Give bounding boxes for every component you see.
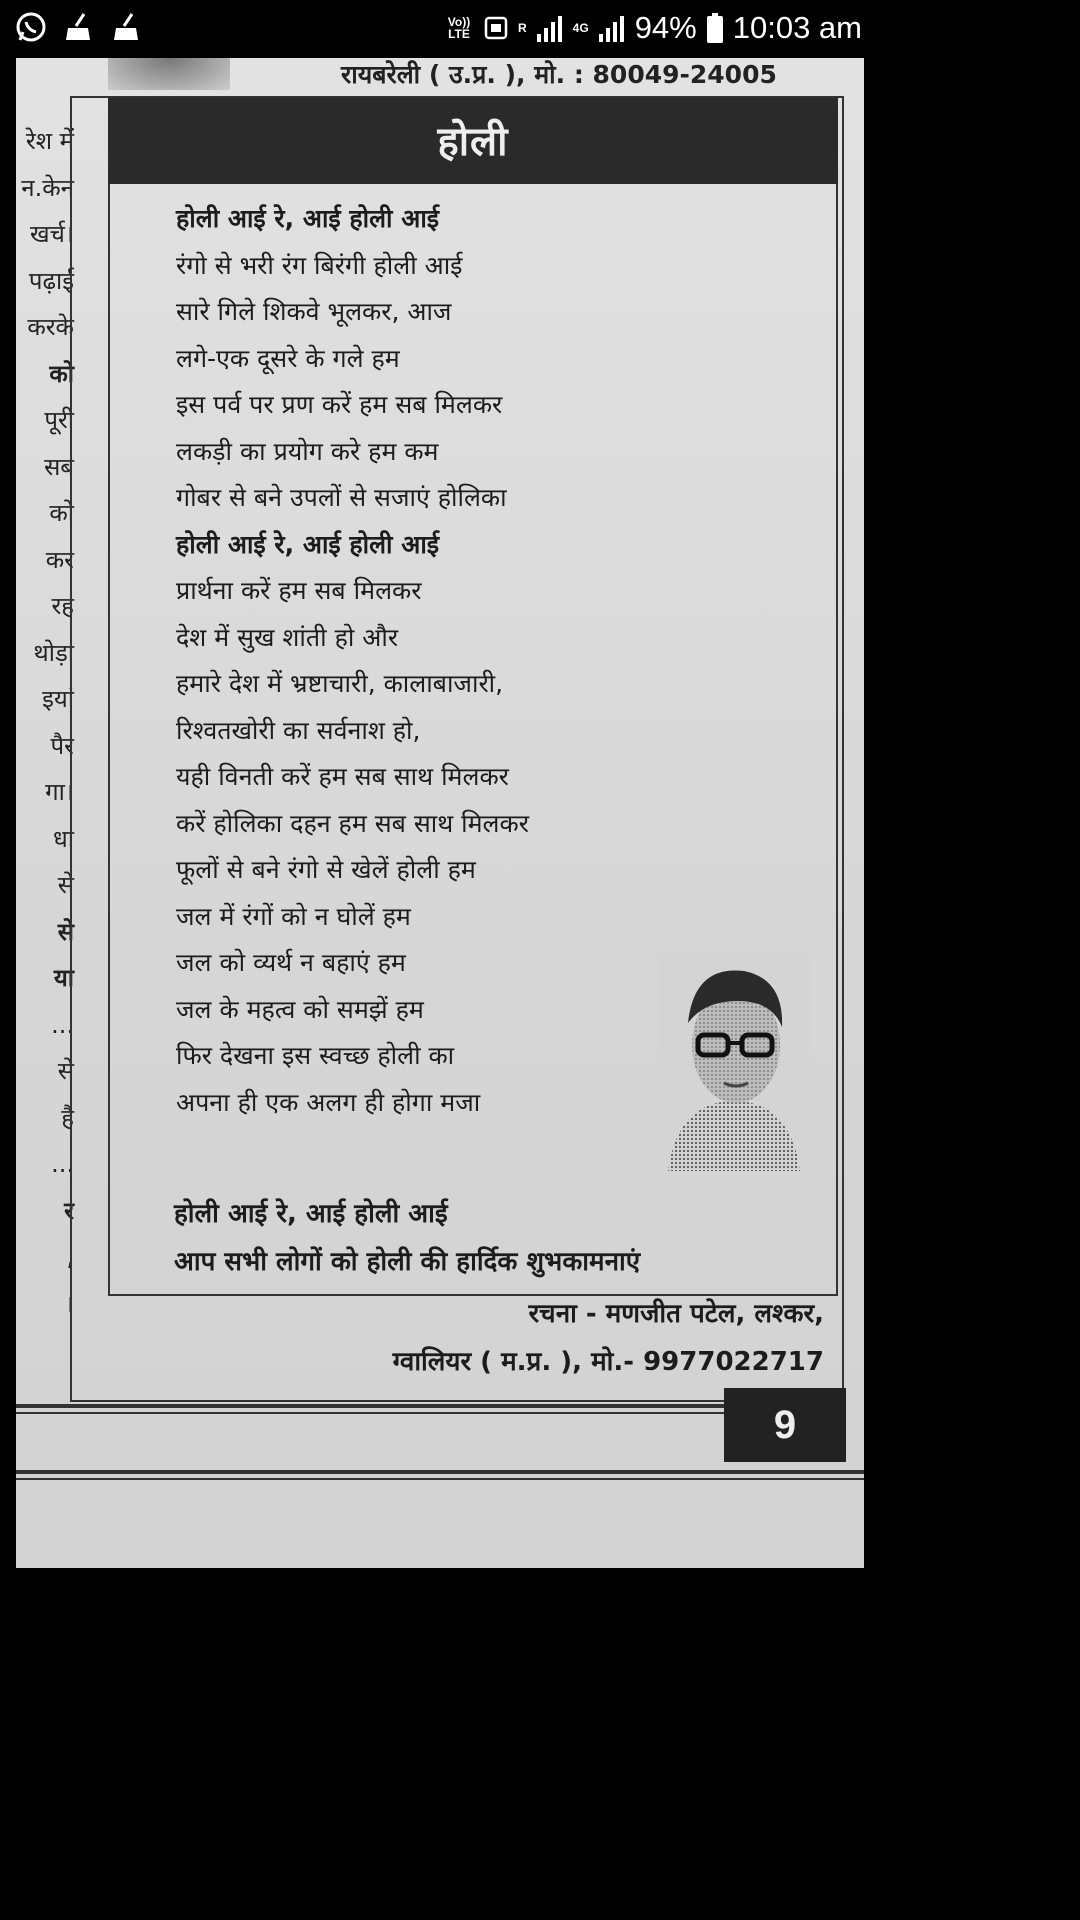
poem-line: रिश्वतखोरी का सर्वनाश हो,	[176, 715, 421, 745]
fragment: पूरी	[44, 406, 74, 434]
fragment: सब	[44, 452, 74, 481]
network-4g-indicator: 4G	[572, 21, 589, 35]
divider	[16, 1404, 724, 1408]
author-line-1: रचना - मणजीत पटेल, लश्कर,	[528, 1299, 824, 1329]
status-bar	[0, 0, 882, 58]
poem-line: लकड़ी का प्रयोग करे हम कम	[176, 436, 439, 466]
poem-line: होली आई रे, आई होली आई	[176, 204, 440, 233]
closing-refrain: होली आई रे, आई होली आई	[174, 1199, 448, 1229]
poem-line: लगे-एक दूसरे के गले हम	[176, 343, 400, 373]
divider	[16, 1412, 724, 1414]
newspaper-page	[16, 58, 864, 1568]
poem-line: यही विनती करें हम सब साथ मिलकर	[176, 762, 509, 791]
signal-icon-2	[599, 14, 625, 42]
battery-percent: 94%	[634, 10, 697, 45]
author-line-2: ग्वालियर ( म.प्र. ), मो.- 9977022717	[392, 1347, 824, 1377]
poem-line: गोबर से बने उपलों से सजाएं होलिका	[176, 483, 507, 512]
fragment: से	[57, 1057, 74, 1085]
holi-wishes: आप सभी लोगों को होली की हार्दिक शुभकामनाएं	[174, 1247, 641, 1277]
signal-icon	[537, 14, 563, 42]
fragment: ,	[66, 1243, 74, 1271]
cleaner-icon	[62, 10, 96, 44]
roaming-indicator: R	[518, 21, 527, 35]
previous-author-photo	[108, 58, 230, 90]
left-column-fragments	[16, 118, 78, 1327]
author-photo	[658, 953, 810, 1171]
fragment: करके	[27, 313, 74, 341]
poem-line: जल के महत्व को समझें हम	[176, 994, 424, 1024]
whatsapp-icon	[14, 10, 48, 44]
fragment: से	[57, 871, 74, 899]
battery-icon	[707, 13, 723, 43]
fragment: ...	[51, 1010, 74, 1039]
fragment: ।	[64, 1289, 74, 1318]
fragment: र	[64, 1196, 74, 1225]
fragment: धा	[53, 824, 74, 853]
poem-line: देश में सुख शांती हो और	[176, 622, 399, 652]
poem-line: करें होलिका दहन हम सब साथ मिलकर	[176, 808, 529, 838]
fragment: गा।	[45, 778, 74, 806]
fragment: न.केन	[21, 173, 74, 202]
fragment: पैर	[50, 731, 74, 760]
fragment: खर्च।	[30, 220, 74, 248]
poem-line: जल को व्यर्थ न बहाएं हम	[176, 948, 406, 977]
fragment: है	[61, 1103, 74, 1132]
poem-line: हमारे देश में भ्रष्टाचारी, कालाबाजारी,	[176, 669, 504, 698]
divider	[16, 1470, 864, 1474]
notification-icons	[14, 10, 144, 44]
hotspot-icon	[484, 14, 508, 42]
previous-author-address: रायबरेली ( उ.प्र. ), मो. : 80049-24005	[341, 60, 777, 89]
page-number: 9	[724, 1388, 846, 1462]
fragment: या	[53, 964, 74, 992]
poem-line: जल में रंगों को न घोलें हम	[176, 901, 411, 931]
poem-line: सारे गिले शिकवे भूलकर, आज	[176, 297, 452, 326]
author-credit	[393, 1290, 824, 1386]
poem-line: अपना ही एक अलग ही होगा मजा	[176, 1087, 481, 1117]
poem-line: फूलों से बने रंगो से खेलें होली हम	[176, 855, 476, 884]
poem-line: प्रार्थना करें हम सब मिलकर	[176, 576, 422, 605]
volte-indicator: Vo)) LTE	[447, 15, 471, 41]
closing-lines	[174, 1190, 640, 1286]
fragment: से	[57, 917, 74, 946]
clock: 10:03 am	[732, 10, 862, 45]
poem-line: रंगो से भरी रंग बिरंगी होली आई	[176, 250, 463, 280]
poem-line: इस पर्व पर प्रण करें हम सब मिलकर	[176, 390, 503, 419]
title-bar	[108, 98, 838, 184]
fragment: इयां	[42, 685, 74, 713]
fragment: थोड़ा	[33, 638, 74, 667]
fragment: रह	[51, 592, 74, 620]
fragment: कर	[45, 545, 74, 574]
poem-line: फिर देखना इस स्वच्छ होली का	[176, 1041, 455, 1070]
fragment: रेश में	[25, 127, 74, 155]
cleaner-icon-2	[110, 10, 144, 44]
fragment: ...	[51, 1150, 74, 1178]
fragment: पढ़ाई	[28, 266, 74, 295]
divider	[16, 1478, 864, 1480]
fragment: को	[49, 359, 74, 388]
article-title: होली	[437, 119, 509, 165]
fragment: को	[49, 499, 74, 527]
system-indicators	[444, 8, 862, 48]
poem-line: होली आई रे, आई होली आई	[176, 529, 440, 559]
